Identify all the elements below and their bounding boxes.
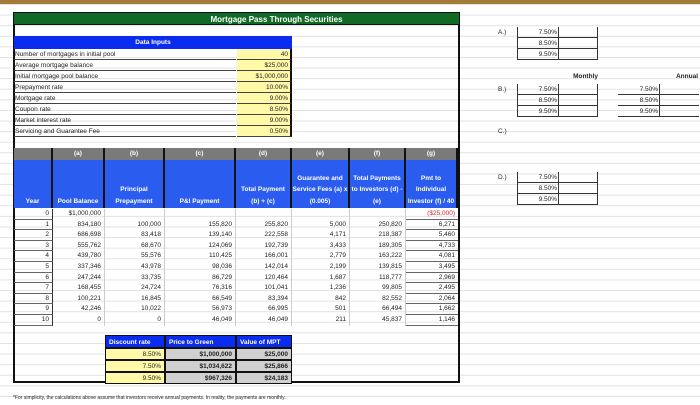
answer-input-cell[interactable]	[558, 49, 598, 60]
answer-rate: 9.50%	[517, 106, 558, 117]
annual-input-cell[interactable]	[659, 84, 699, 95]
annual-rate: 9.50%	[618, 106, 659, 117]
answer-rate: 7.50%	[517, 172, 558, 183]
year-cell[interactable]: 7	[14, 283, 53, 294]
table-cell[interactable]: 33,735	[105, 273, 165, 284]
table-cell[interactable]	[350, 209, 406, 220]
input-value-cell[interactable]: $25,000	[237, 60, 292, 71]
column-letter: (b)	[105, 148, 165, 160]
table-cell[interactable]: 124,069	[165, 241, 236, 252]
table-cell[interactable]: 192,739	[236, 241, 292, 252]
table-cell[interactable]: 686,698	[53, 230, 105, 241]
column-letter: (d)	[236, 148, 292, 160]
input-label: Market interest rate	[14, 115, 236, 126]
discount-header: Price to Green	[165, 335, 236, 348]
discount-cell[interactable]: $1,000,000	[165, 348, 236, 360]
table-cell[interactable]: 6,271	[406, 220, 458, 231]
table-cell[interactable]: 4,733	[406, 241, 458, 252]
table-cell[interactable]: 834,180	[53, 220, 105, 231]
table-cell[interactable]: 55,576	[105, 251, 165, 262]
table-cell[interactable]: 2,064	[406, 294, 458, 305]
year-cell[interactable]: 4	[14, 251, 53, 262]
answer-rate: 8.50%	[517, 183, 558, 194]
discount-cell[interactable]: $967,326	[165, 372, 236, 384]
table-cell[interactable]: 222,558	[236, 230, 292, 241]
table-cell[interactable]	[292, 209, 350, 220]
table-cell[interactable]: 98,036	[165, 262, 236, 273]
answer-rate: 9.50%	[517, 49, 558, 60]
table-cell[interactable]: 2,779	[292, 251, 350, 262]
column-letter: (c)	[165, 148, 236, 160]
table-cell[interactable]: 218,387	[350, 230, 406, 241]
table-cell[interactable]: 83,394	[236, 294, 292, 305]
answer-input-cell[interactable]	[558, 106, 598, 117]
year-cell[interactable]: 5	[14, 262, 53, 273]
table-cell[interactable]: 168,455	[53, 283, 105, 294]
table-cell[interactable]: 139,815	[350, 262, 406, 273]
answer-label-b: B.)	[498, 86, 507, 93]
answer-input-cell[interactable]	[558, 84, 598, 95]
annual-input-cell[interactable]	[659, 106, 699, 117]
table-cell[interactable]: 155,820	[165, 220, 236, 231]
table-cell[interactable]: 166,001	[236, 251, 292, 262]
annual-input-cell[interactable]	[659, 95, 699, 106]
table-cell[interactable]: 3,433	[292, 241, 350, 252]
table-cell[interactable]: 82,552	[350, 294, 406, 305]
table-cell[interactable]: 1,146	[406, 315, 458, 326]
table-cell[interactable]: 56,973	[165, 304, 236, 315]
column-letter	[14, 148, 53, 160]
table-cell[interactable]: 66,494	[350, 304, 406, 315]
table-cell[interactable]: 118,777	[350, 273, 406, 284]
year-cell[interactable]: 3	[14, 241, 53, 252]
table-cell[interactable]: 555,762	[53, 241, 105, 252]
table-cell[interactable]: 110,425	[165, 251, 236, 262]
table-cell[interactable]: 2,199	[292, 262, 350, 273]
column-header: Year	[14, 160, 53, 208]
input-value-cell[interactable]: 9.00%	[237, 93, 292, 104]
table-cell[interactable]: 0	[53, 315, 105, 326]
discount-cell[interactable]: $1,034,622	[165, 360, 236, 372]
table-cell[interactable]: 842	[292, 294, 350, 305]
table-cell[interactable]: 101,041	[236, 283, 292, 294]
column-header: P&I Payment	[165, 160, 236, 208]
input-label: Initial mortgage pool balance	[14, 71, 236, 82]
table-cell[interactable]: 68,670	[105, 241, 165, 252]
table-cell[interactable]: 4,081	[406, 251, 458, 262]
column-letter: (f)	[350, 148, 406, 160]
year-cell[interactable]: 6	[14, 273, 53, 284]
input-label: Number of mortgages in initial pool	[14, 49, 236, 60]
answer-label-d: D.)	[498, 174, 507, 181]
table-cell[interactable]: 4,171	[292, 230, 350, 241]
input-value-cell[interactable]: 8.50%	[237, 104, 292, 115]
table-cell[interactable]: 247,244	[53, 273, 105, 284]
table-cell[interactable]: 211	[292, 315, 350, 326]
input-value-cell[interactable]: 40	[237, 49, 292, 60]
table-cell[interactable]: 5,460	[406, 230, 458, 241]
table-cell[interactable]: 1,662	[406, 304, 458, 315]
discount-cell[interactable]: 7.50%	[105, 360, 165, 372]
table-cell[interactable]: 501	[292, 304, 350, 315]
answer-rate: 7.50%	[517, 27, 558, 38]
answer-rate: 8.50%	[517, 38, 558, 49]
annual-label: Annual	[675, 73, 698, 80]
table-cell[interactable]: ($25,000)	[406, 209, 458, 220]
year-cell[interactable]: 10	[14, 315, 53, 326]
table-cell[interactable]: 5,000	[292, 220, 350, 231]
table-cell[interactable]: 46,049	[165, 315, 236, 326]
discount-cell[interactable]: $24,183	[236, 372, 292, 384]
input-value-cell[interactable]: 10.00%	[237, 82, 292, 93]
table-cell[interactable]: 1,687	[292, 273, 350, 284]
answer-rate: 9.50%	[517, 194, 558, 205]
top-border	[0, 0, 700, 4]
table-cell[interactable]: 139,140	[165, 230, 236, 241]
annual-rate: 7.50%	[618, 84, 659, 95]
input-value-cell[interactable]: $1,000,000	[237, 71, 292, 82]
table-cell[interactable]: 43,978	[105, 262, 165, 273]
table-cell[interactable]: $1,000,000	[53, 209, 105, 220]
discount-cell[interactable]: 8.50%	[105, 348, 165, 360]
table-cell[interactable]: 66,549	[165, 294, 236, 305]
year-cell[interactable]: 0	[14, 209, 53, 220]
column-letter: (e)	[292, 148, 350, 160]
year-cell[interactable]: 9	[14, 304, 53, 315]
table-cell[interactable]: 99,805	[350, 283, 406, 294]
monthly-label: Monthly	[573, 73, 598, 80]
data-inputs-header: Data Inputs	[14, 36, 292, 49]
table-cell[interactable]: 24,724	[105, 283, 165, 294]
table-cell[interactable]: 189,305	[350, 241, 406, 252]
answer-input-cell[interactable]	[558, 172, 598, 183]
discount-cell[interactable]: $25,866	[236, 360, 292, 372]
answer-input-cell[interactable]	[558, 27, 598, 38]
table-cell[interactable]: 142,014	[236, 262, 292, 273]
table-cell[interactable]: 163,222	[350, 251, 406, 262]
column-header: Principal Prepayment	[105, 160, 165, 208]
table-cell[interactable]: 86,729	[165, 273, 236, 284]
answer-input-cell[interactable]	[558, 194, 598, 205]
table-cell[interactable]: 46,049	[236, 315, 292, 326]
table-cell[interactable]: 0	[105, 315, 165, 326]
table-cell[interactable]: 2,495	[406, 283, 458, 294]
table-cell[interactable]: 83,418	[105, 230, 165, 241]
table-cell[interactable]: 66,995	[236, 304, 292, 315]
answer-label-c: C.)	[498, 128, 507, 135]
column-letter: (g)	[406, 148, 458, 160]
table-cell[interactable]: 100,221	[53, 294, 105, 305]
column-header: Pool Balance	[53, 160, 105, 208]
table-cell[interactable]: 1,236	[292, 283, 350, 294]
table-cell[interactable]: 337,346	[53, 262, 105, 273]
input-value-cell[interactable]: 0.50%	[237, 126, 292, 137]
answer-input-cell[interactable]	[558, 95, 598, 106]
input-label: Servicing and Guarantee Fee	[14, 126, 236, 137]
table-cell[interactable]: 10,022	[105, 304, 165, 315]
table-cell[interactable]: 3,495	[406, 262, 458, 273]
answer-label-a: A.)	[498, 29, 507, 36]
table-cell[interactable]: 42,246	[53, 304, 105, 315]
column-header: Total Payment (b) + (c)	[236, 160, 292, 208]
column-letter: (a)	[53, 148, 105, 160]
answer-input-cell[interactable]	[558, 38, 598, 49]
column-header: Pmt to Individual Investor (f) / 40	[406, 160, 458, 208]
table-cell[interactable]	[165, 209, 236, 220]
answer-input-cell[interactable]	[558, 183, 598, 194]
table-cell[interactable]: 439,780	[53, 251, 105, 262]
column-header: Total Payments to Investors (d) - (e)	[350, 160, 406, 208]
discount-cell[interactable]: 9.50%	[105, 372, 165, 384]
input-label: Mortgage rate	[14, 93, 236, 104]
sheet-title: Mortgage Pass Through Securities	[13, 12, 460, 25]
table-cell[interactable]: 2,969	[406, 273, 458, 284]
answer-rate: 8.50%	[517, 95, 558, 106]
table-cell[interactable]: 45,837	[350, 315, 406, 326]
table-cell[interactable]: 255,820	[236, 220, 292, 231]
table-cell[interactable]	[236, 209, 292, 220]
table-cell[interactable]: 100,000	[105, 220, 165, 231]
table-cell[interactable]: 250,820	[350, 220, 406, 231]
table-cell[interactable]: 16,845	[105, 294, 165, 305]
table-cell[interactable]: 76,316	[165, 283, 236, 294]
input-label: Coupon rate	[14, 104, 236, 115]
answer-rate: 7.50%	[517, 84, 558, 95]
discount-header: Discount rate	[105, 335, 165, 348]
year-cell[interactable]: 1	[14, 220, 53, 231]
year-cell[interactable]: 8	[14, 294, 53, 305]
column-header: Guarantee and Service Fees (a) x (0.005)	[292, 160, 350, 208]
annual-rate: 8.50%	[618, 95, 659, 106]
discount-cell[interactable]: $25,000	[236, 348, 292, 360]
year-cell[interactable]: 2	[14, 230, 53, 241]
table-cell[interactable]: 120,464	[236, 273, 292, 284]
input-label: Average mortgage balance	[14, 60, 236, 71]
footnote: *For simplicity, the calculations above assume that investors receive annual payments. In reality, the payments are monthly.	[13, 395, 286, 401]
table-cell[interactable]	[105, 209, 165, 220]
input-value-cell[interactable]: 9.00%	[237, 115, 292, 126]
discount-header: Value of MPT	[236, 335, 292, 348]
input-label: Prepayment rate	[14, 82, 236, 93]
